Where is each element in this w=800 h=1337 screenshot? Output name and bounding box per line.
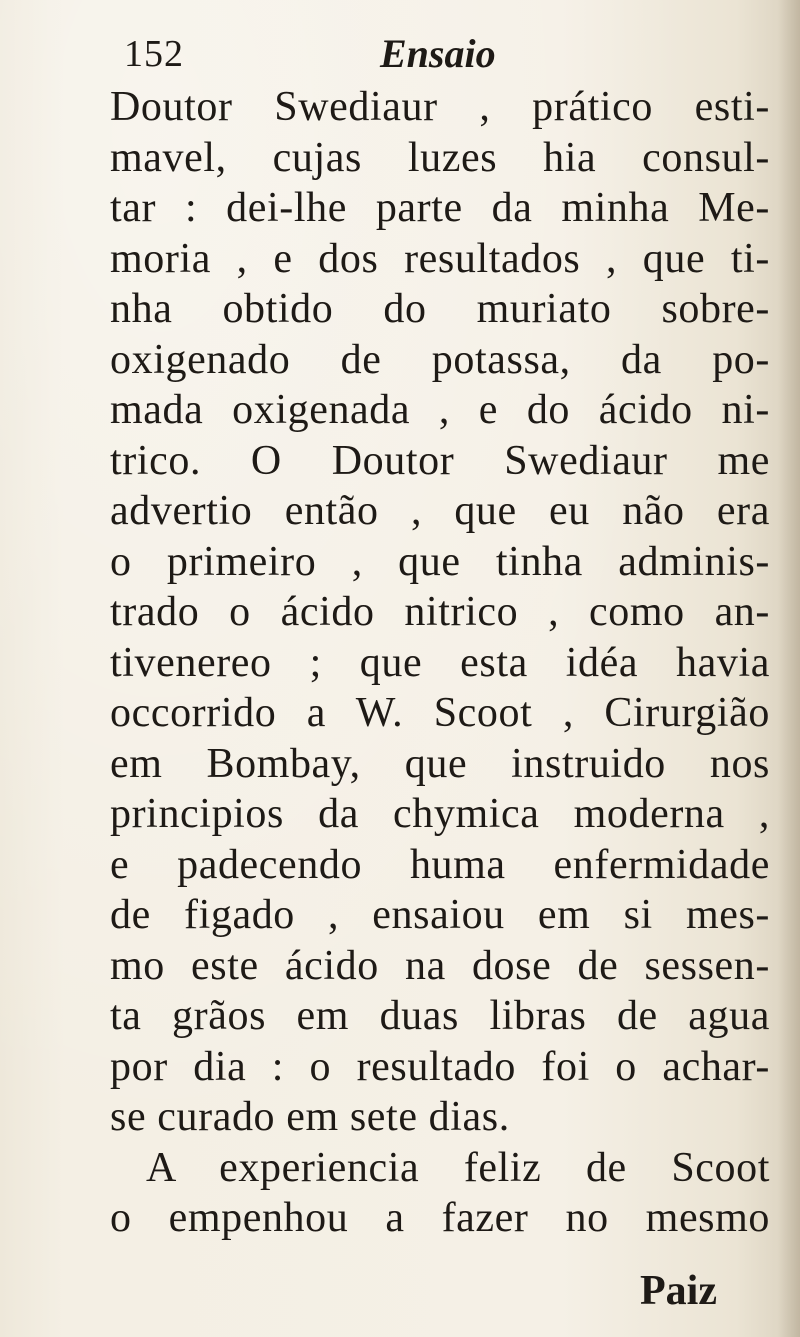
text-line-paragraph-end: se curado em sete dias. <box>110 1094 510 1140</box>
running-head: Ensaio <box>380 31 496 76</box>
text-line: e padecendo huma enfermidade <box>110 841 770 888</box>
body-text <box>110 82 770 1244</box>
text-line: trico. O Doutor Swediaur me <box>110 437 770 484</box>
page-edge-shadow <box>778 0 800 1337</box>
page-number: 152 <box>124 33 184 75</box>
text-line: moria , e dos resultados , que ti- <box>110 235 770 282</box>
text-line: advertio então , que eu não era <box>110 488 770 534</box>
text-line: nha obtido do muriato sobre- <box>110 286 770 332</box>
text-line: por dia : o resultado foi o achar- <box>110 1043 770 1090</box>
text-line: tivenereo ; que esta idéa havia <box>110 639 770 686</box>
text-line: mo este ácido na dose de sessen- <box>110 942 770 989</box>
text-line-paragraph-start: A experiencia feliz de Scoot <box>146 1144 770 1191</box>
text-line: principios da chymica moderna , <box>110 791 770 837</box>
text-line: o empenhou a fazer no mesmo <box>110 1195 770 1241</box>
text-line: tar : dei-lhe parte da minha Me- <box>110 185 770 231</box>
text-line: oxigenado de potassa, da po- <box>110 336 770 383</box>
text-line: occorrido a W. Scoot , Cirurgião <box>110 690 770 736</box>
catchword: Paiz <box>640 1268 717 1314</box>
text-line: mavel, cujas luzes hia consul- <box>110 134 770 181</box>
text-line: em Bombay, que instruido nos <box>110 740 770 787</box>
page-header <box>0 30 800 80</box>
text-line: Doutor Swediaur , prático esti- <box>110 84 770 130</box>
text-line: de figado , ensaiou em si mes- <box>110 892 770 938</box>
text-line: trado o ácido nitrico , como an- <box>110 589 770 635</box>
text-line: o primeiro , que tinha adminis- <box>110 538 770 585</box>
text-line: ta grãos em duas libras de agua <box>110 993 770 1039</box>
text-line: mada oxigenada , e do ácido ni- <box>110 387 770 433</box>
